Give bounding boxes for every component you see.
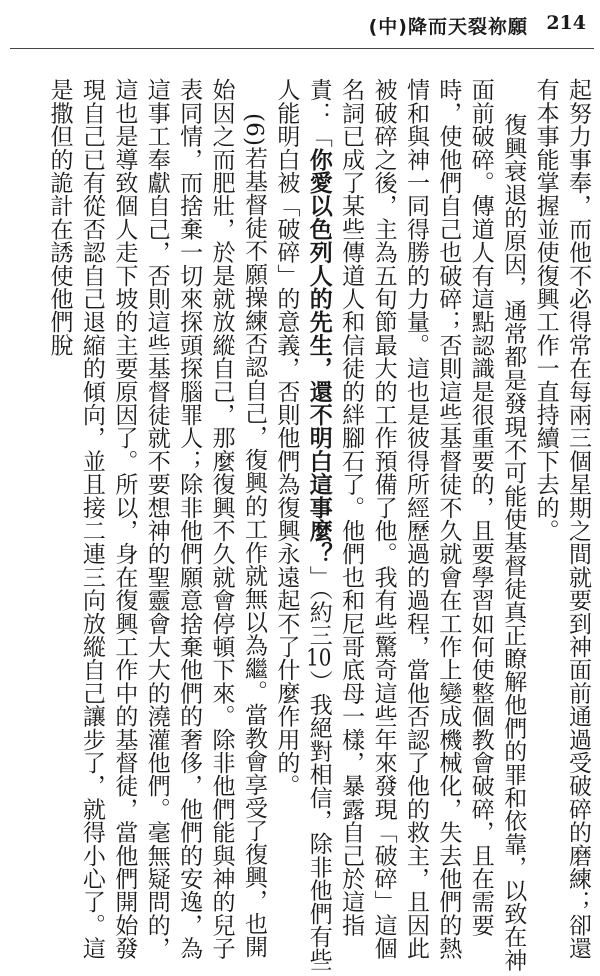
text-segment: ）我絕對相信，除非他們有些人能明白被「破碎」的意義，否則他們為復興永遠起不了什麼作用的。 (273, 78, 332, 972)
paragraph (43, 78, 270, 972)
body-text (10, 78, 594, 972)
text-segment: 起努力事奉，而他不必得常在每兩三個星期之間就要到神面前通過受破碎的磨練；卻還有本事能掌握並使復興工作一直持續下去的。 (532, 78, 591, 960)
paragraph (270, 78, 529, 972)
paragraph (529, 78, 594, 972)
running-head-title: (中)降而天裂祢願 (368, 16, 528, 38)
page-header (0, 0, 600, 52)
text-segment: (6)若基督徒不願操練否認自己，復興的工作就無以為繼。當教會享受了復興，也開始因之而肥壯，於是就放縱自己，那麼復興不久就會停頓下來。除非他們能與神的兒子表同情，而捨棄一切來探頭探腦罪人；除非他們願意捨棄他們的奢侈，他們的安逸，為這事工奉獻自己，否則這些基督徒就不要想神的聖靈會大大的澆灌他們。毫無疑問的，這也是導致個人走下坡的主要原因了。所以，身在復興工作中的基督徒，當他們開始發現自己已有從否認自己退縮的傾向，並且接二連三向放縱自己讓步了，就得小心了。這是撒但的詭計在誘使他們脫 (46, 78, 267, 960)
emphasized-quote: 你愛以色列人的先生，還不明白這事麼？ (305, 147, 332, 566)
page-number: 214 (546, 12, 586, 34)
verse-number: 10 (306, 646, 332, 670)
text-segment: 」（約三 (305, 565, 332, 647)
text-segment: 復興衰退的原因，通常都是發現不可能使基督徒真正瞭解他們的罪和依靠，以致在神面前破碎。傳道人有這點認識是很重要的，且要學習如何使整個教會破碎，且在需要時，使他們自己也破碎；否則這些基督徒不久就會在工作上變成機械化，失去他們的熱情和與神一同得勝的力量。這也是彼得所經歷過的過程，當他否認了他的救主，且因此被破碎之後，主為五旬節最大的工作預備了他。我有些驚奇這些年來發現「破碎」這個名詞已成了某些傳道人和信徒的絆腳石了。他們也和尼哥底母一樣，暴露自己於這指責：「 (305, 78, 527, 971)
header-rule (10, 48, 594, 49)
